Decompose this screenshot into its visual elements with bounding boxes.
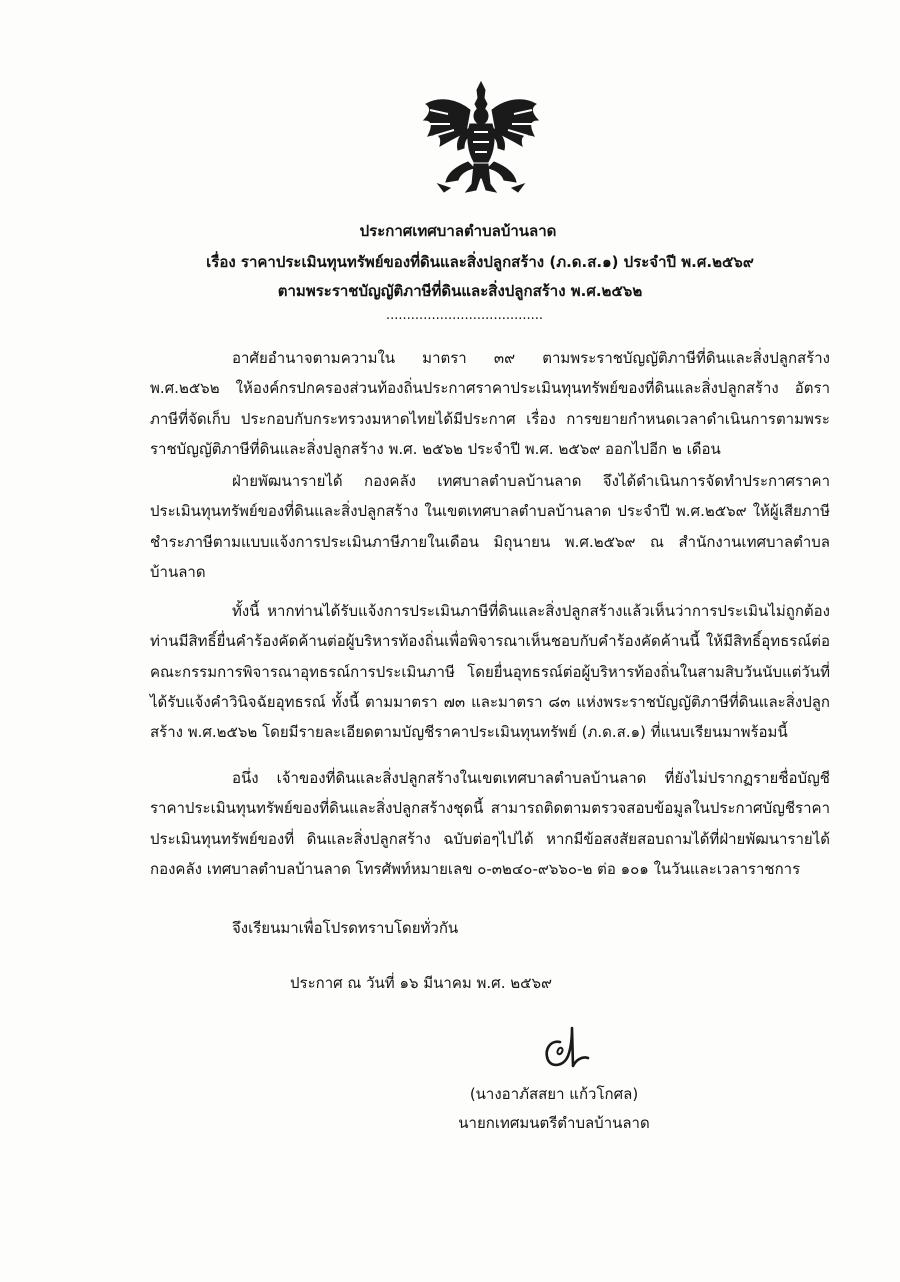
signer-name: (นางอาภัสสยา แก้วโกศล) xyxy=(469,1085,639,1103)
announcement-date: ประกาศ ณ วันที่ ๑๖ มีนาคม พ.ศ. ๒๕๖๙ xyxy=(290,974,552,992)
document-title: ประกาศเทศบาลตำบลบ้านลาด xyxy=(359,222,557,240)
paragraph-additional-note: อนึ่ง เจ้าของที่ดินและสิ่งปลูกสร้างในเขตเทศบาลตำบลบ้านลาด ที่ยังไม่ปรากฏรายชื่อบัญชีราคาประเมินทุนทรัพย์ของที่ดินและสิ่งปลูกสร้างชุดนี้ สามารถติดตามตรวจสอบข้อมูลในประกาศบัญชีราคาประเมินทุนทรัพย์ของที่ ดินและสิ่งปลูกสร้าง ฉบับต่อๆไปได้ หากมีข้อสงสัยสอบถามได้ที่ฝ่ายพัฒนารายได้ กองคลัง เทศบาลตำบลบ้านลาด โทรศัพท์หมายเลข ๐-๓๒๔๐-๙๖๖๐-๒ ต่อ ๑๐๑ ในวันและเวลาราชการ xyxy=(150,769,830,878)
document-subject: เรื่อง ราคาประเมินทุนทรัพย์ของที่ดินและสิ่งปลูกสร้าง (ภ.ด.ส.๑) ประจำปี พ.ศ.๒๕๖๙ xyxy=(206,253,754,271)
handwritten-signature-icon xyxy=(538,1020,594,1072)
signer-block xyxy=(430,1080,678,1138)
garuda-emblem-icon xyxy=(418,80,544,198)
closing-statement: จึงเรียนมาเพื่อโปรดทราบโดยทั่วกัน xyxy=(232,919,459,937)
paragraph-revenue-division: ฝ่ายพัฒนารายได้ กองคลัง เทศบาลตำบลบ้านลาด จึงได้ดำเนินการจัดทำประกาศราคาประเมินทุนทรัพย์ของที่ดินและสิ่งปลูกสร้าง ในเขตเทศบาลตำบลบ้านลาด ประจำปี พ.ศ.๒๕๖๙ ให้ผู้เสียภาษีชำระภาษีตามแบบแจ้งการประเมินภาษีภายในเดือน มิถุนายน พ.ศ.๒๕๖๙ ณ สำนักงานเทศบาลตำบลบ้านลาด xyxy=(150,472,830,581)
signer-position: นายกเทศมนตรีตำบลบ้านลาด xyxy=(458,1114,650,1132)
separator-line: ...................................... xyxy=(386,308,544,323)
document-subject-reference: ตามพระราชบัญญัติภาษีที่ดินและสิ่งปลูกสร้าง พ.ศ.๒๕๖๒ xyxy=(277,282,643,300)
paragraph-appeal-rights: ทั้งนี้ หากท่านได้รับแจ้งการประเมินภาษีที่ดินและสิ่งปลูกสร้างแล้วเห็นว่าการประเมินไม่ถูกต้อง ท่านมีสิทธิ์ยื่นคำร้องคัดค้านต่อผู้บริหารท้องถิ่นเพื่อพิจารณาเห็นชอบกับคำร้องคัดค้านนี้ ให้มีสิทธิ์อุทธรณ์ต่อคณะกรรมการพิจารณาอุทธรณ์การประเมินภาษี โดยยื่นอุทธรณ์ต่อผู้บริหารท้องถิ่นในสามสิบวันนับแต่วันที่ได้รับแจ้งคำวินิจฉัยอุทธรณ์ ทั้งนี้ ตามมาตรา ๗๓ และมาตรา ๘๓ แห่งพระราชบัญญัติภาษีที่ดินและสิ่งปลูกสร้าง พ.ศ.๒๕๖๒ โดยมีรายละเอียดตามบัญชีราคาประเมินทุนทรัพย์ (ภ.ด.ส.๑) ที่แนบเรียนมาพร้อมนี้ xyxy=(150,602,830,742)
paragraph-authority: อาศัยอำนาจตามความใน มาตรา ๓๙ ตามพระราชบัญญัติภาษีที่ดินและสิ่งปลูกสร้าง พ.ศ.๒๕๖๒ ให้องค์กรปกครองส่วนท้องถิ่นประกาศราคาประเมินทุนทรัพย์ของที่ดินและสิ่งปลูกสร้าง อัตราภาษีที่จัดเก็บ ประกอบกับกระทรวงมหาดไทยได้มีประกาศ เรื่อง การขยายกำหนดเวลาดำเนินการตามพระราชบัญญัติภาษีที่ดินและสิ่งปลูกสร้าง พ.ศ. ๒๕๖๒ ประจำปี พ.ศ. ๒๕๖๙ ออกไปอีก ๒ เดือน xyxy=(150,349,830,458)
